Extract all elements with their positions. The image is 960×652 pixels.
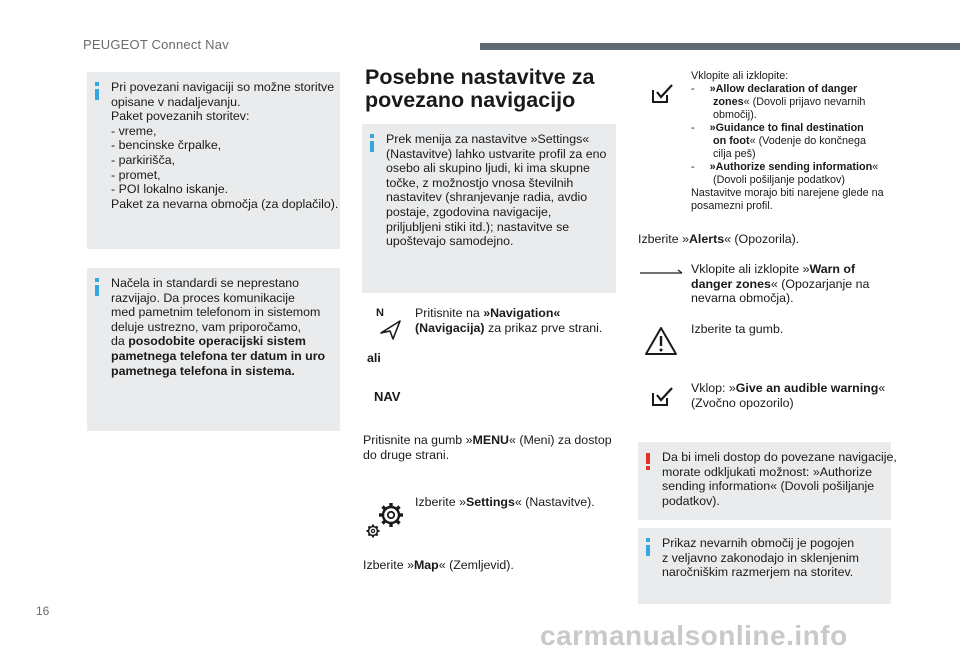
option-bold: on foot [713, 135, 750, 147]
option-text: « (Vodenje do končnega [749, 135, 867, 147]
note-line: - bencinske črpalke, [111, 138, 222, 153]
note-line: - promet, [111, 167, 161, 182]
note-line: priljubljeni stiki itd.); nastavitve se [386, 219, 570, 234]
note-line: Pri povezani navigaciji so možne storitve [111, 80, 335, 94]
note-bold-text: pametnega telefona in sistema. [111, 363, 295, 378]
header-bar [480, 43, 960, 50]
audible-instruction [691, 381, 885, 410]
note-line: nastavitev (shranjevanje radia, avdio [386, 190, 588, 205]
menu-bold: MENU [472, 433, 509, 447]
audible-bold: Give an audible warning [735, 381, 879, 395]
checkbox-checked-icon [651, 84, 673, 104]
option-text: cilja peš) [713, 148, 756, 160]
note-line: morate odkljukati možnost: »Authorize [662, 464, 873, 479]
settings-bold: Settings [465, 495, 515, 509]
settings-text: Izberite » [415, 495, 466, 509]
alerts-text: « (Opozorila). [724, 232, 800, 246]
note-line: Da bi imeli dostop do povezane navigacije, [662, 450, 897, 464]
nav-text: Pritisnite na [415, 306, 484, 320]
settings-instruction [415, 495, 595, 510]
option-bold: »Guidance to final destination [709, 122, 864, 134]
heading-line: povezano navigacijo [365, 88, 576, 112]
option-bold: zones [713, 96, 744, 108]
running-header: PEUGEOT Connect Nav [83, 37, 229, 52]
settings-gear-icon [364, 500, 408, 542]
note-line: opisane v nadaljevanju. [111, 94, 241, 109]
note-line: Načela in standardi se neprestano [111, 276, 300, 290]
nav-bold: »Navigation« [483, 306, 561, 320]
note-line: - parkirišča, [111, 152, 176, 167]
note-line: točke, z možnostjo vnosa številnih [386, 175, 574, 190]
map-instruction [363, 558, 514, 573]
note-line: Paket za nevarna območja (za doplačilo). [111, 196, 339, 211]
note-line: med pametnim telefonom in sistemom [111, 305, 321, 320]
map-text: « (Zemljevid). [438, 558, 514, 572]
warning-note-authorize [638, 442, 897, 520]
page-number: 16 [36, 604, 50, 618]
note-line: deluje ustrezno, vam priporočamo, [111, 319, 302, 334]
ali-bold: ali [367, 351, 381, 365]
note-text: da [111, 334, 129, 349]
note-line: sending information« (Dovoli pošiljanje [662, 479, 875, 494]
option-bold: »Authorize sending information [709, 161, 873, 173]
info-note-legislation [638, 528, 891, 604]
note-line: Prek menija za nastavitve »Settings« [386, 132, 590, 146]
button-instruction: Izberite ta gumb. [691, 322, 784, 336]
menu-text: « (Meni) za dostop [509, 433, 612, 447]
watermark-text: carmanualsonline.info [540, 620, 848, 651]
info-note-settings-profile [362, 124, 616, 293]
note-line: osebo ali skupino ljudi, ki ima skupne [386, 161, 590, 176]
note-line: naročniškim razmerjem na storitev. [662, 565, 854, 580]
option-text: « [872, 161, 879, 173]
note-line: postaje, zgodovina navigacije, [386, 204, 552, 219]
note-line: - POI lokalno iskanje. [111, 182, 229, 197]
warn-bold: danger zones [691, 276, 771, 291]
warning-triangle-icon [644, 326, 678, 356]
nav-instruction [415, 306, 602, 335]
audible-text: Vklop: » [691, 381, 736, 395]
alerts-bold: Alerts [688, 232, 725, 246]
warn-text: nevarna območja). [691, 291, 794, 306]
menu-instruction [363, 433, 612, 462]
toggle-options-block: Vklopite ali izklopite: - »Allow declaration of danger zones« (Dovoli prijavo nevarnih območij). - »Guidance to final destination on foot« (Vodenje do končnega cilja peš) - »Authorize sending information« (Dovoli pošiljanje podatkov) Nastavitve morajo biti narejene glede na posamezni profil. [691, 70, 884, 212]
warn-text: Vklopite ali izklopite » [691, 262, 810, 276]
note-line: (Nastavitve) lahko ustvarite profil za eno [386, 146, 607, 161]
warn-instruction [691, 262, 869, 306]
note-line: upoštevajo samodejno. [386, 234, 514, 249]
nav-button-label: NAV [374, 389, 401, 404]
audible-text: « [878, 381, 886, 395]
north-letter: N [376, 307, 384, 319]
heading-line: Posebne nastavitve za [365, 65, 595, 89]
warn-bold: Warn of [809, 262, 856, 276]
slider-toggle-icon [638, 266, 684, 280]
note-line: Prikaz nevarnih območij je pogojen [662, 536, 855, 550]
audible-text: (Zvočno opozorilo) [691, 395, 794, 410]
option-text: (Dovoli pošiljanje podatkov) [713, 174, 846, 186]
warn-text: « (Opozarjanje na [770, 276, 870, 291]
alerts-instruction [638, 232, 799, 247]
settings-text: « (Nastavitve). [514, 495, 595, 509]
option-text: « (Dovoli prijavo nevarnih [743, 96, 866, 108]
note-bold-text: pametnega telefona ter datum in uro [111, 348, 326, 363]
note-line: razvijajo. Da proces komunikacije [111, 290, 295, 305]
info-note-connected-services [87, 72, 340, 249]
note-bold-text: posodobite operacijski sistem [128, 334, 306, 349]
block-footnote: posamezni profil. [691, 200, 773, 212]
checkbox-checked-icon [651, 387, 673, 407]
note-line: podatkov). [662, 493, 720, 508]
note-line: z veljavno zakonodajo in sklenjenim [662, 550, 859, 565]
ali-text [367, 351, 381, 366]
nav-bold: (Navigacija) [415, 320, 485, 335]
option-text: območij). [713, 109, 757, 121]
alerts-text: Izberite » [638, 232, 689, 246]
info-note-standards [87, 268, 340, 431]
block-footnote: Nastavitve morajo biti narejene glede na [691, 187, 884, 199]
section-heading [365, 66, 594, 112]
note-line: - vreme, [111, 123, 157, 138]
map-text: Izberite » [363, 558, 414, 572]
menu-text: do druge strani. [363, 447, 450, 462]
note-line: Paket povezanih storitev: [111, 109, 250, 124]
option-bold: »Allow declaration of danger [709, 83, 858, 95]
nav-text: za prikaz prve strani. [484, 320, 603, 335]
menu-text: Pritisnite na gumb » [363, 433, 473, 447]
map-bold: Map [413, 558, 439, 572]
block-title: Vklopite ali izklopite: [691, 70, 789, 82]
